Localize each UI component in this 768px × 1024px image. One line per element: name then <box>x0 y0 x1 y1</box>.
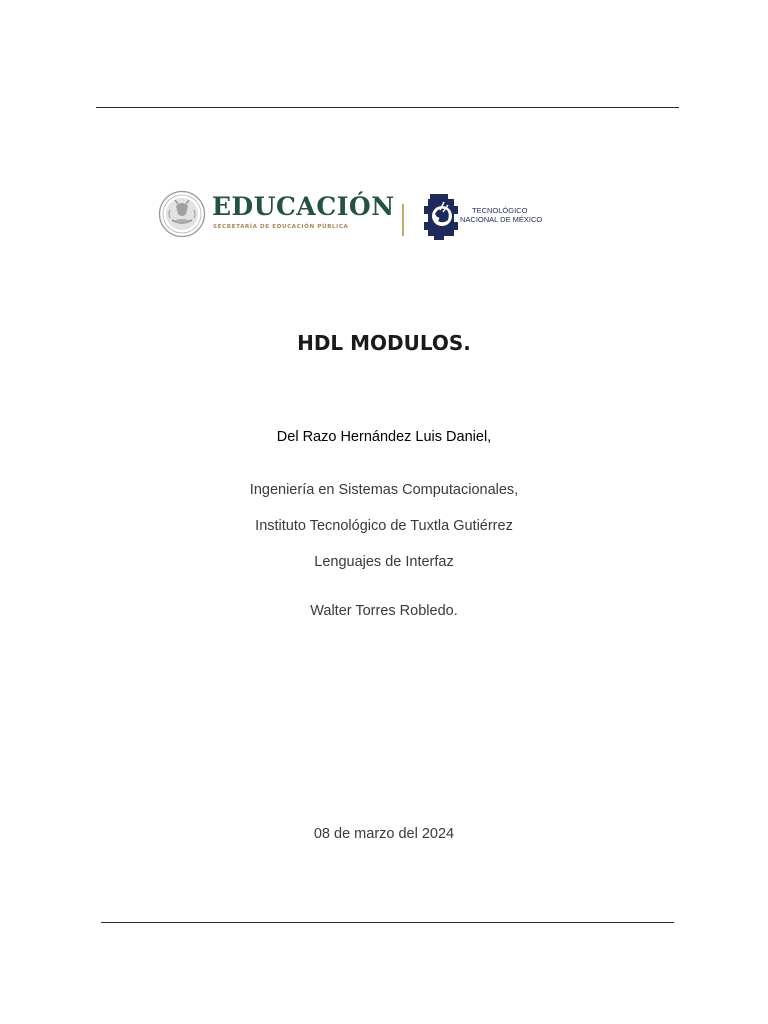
tecnm-line1: TECNOLÓGICO <box>472 206 528 215</box>
tecnm-gear-icon <box>424 190 458 240</box>
document-title: HDL MODULOS. <box>297 331 471 355</box>
educacion-logo-text: EDUCACIÓN <box>212 192 395 221</box>
institute-name: Instituto Tecnológico de Tuxtla Gutiérrez <box>255 518 513 534</box>
mexico-seal-icon <box>158 190 206 238</box>
tecnm-logo-text <box>460 206 542 224</box>
course-name: Lenguajes de Interfaz <box>314 554 454 570</box>
document-date: 08 de marzo del 2024 <box>313 826 455 842</box>
teacher-name: Walter Torres Robledo. <box>310 603 458 619</box>
header-logos <box>158 186 543 246</box>
sep-logo-subtitle: SECRETARÍA DE EDUCACIÓN PÚBLICA <box>213 224 349 230</box>
career-name: Ingeniería en Sistemas Computacionales, <box>249 482 519 498</box>
logo-divider <box>402 204 404 236</box>
tecnm-line2: NACIONAL DE MÉXICO <box>460 215 543 224</box>
bottom-rule <box>101 922 674 923</box>
top-rule <box>96 107 679 108</box>
author-name: Del Razo Hernández Luis Daniel, <box>276 429 492 445</box>
